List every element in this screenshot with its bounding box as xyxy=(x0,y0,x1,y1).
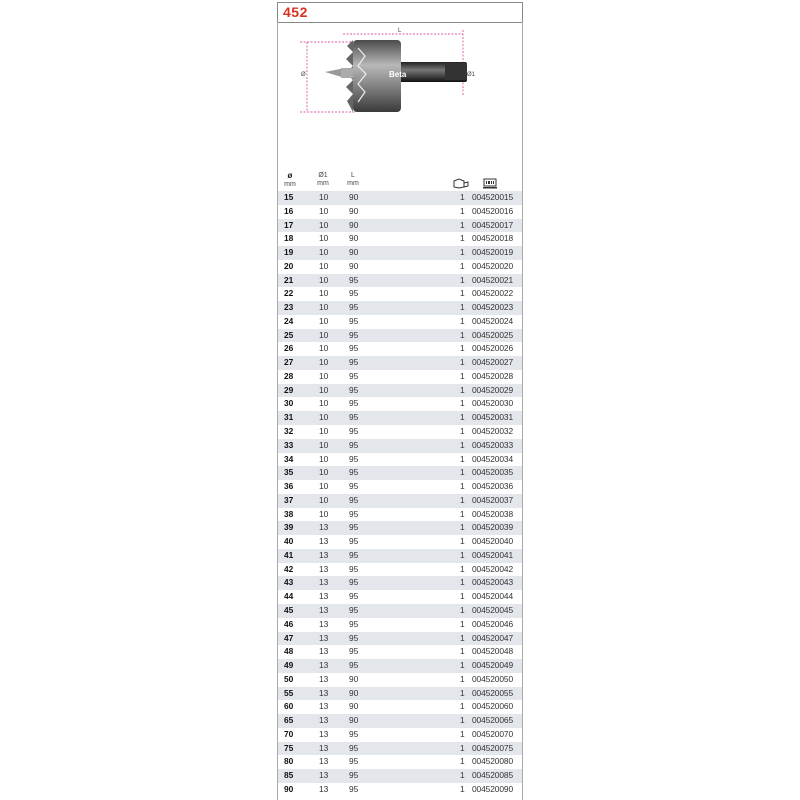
length-cell: 95 xyxy=(349,563,359,574)
qty-cell: 1 xyxy=(460,219,465,230)
shank-cell: 10 xyxy=(319,274,329,285)
length-cell: 95 xyxy=(349,302,359,313)
length-cell: 95 xyxy=(349,398,359,409)
length-cell: 95 xyxy=(349,288,359,299)
length-cell: 95 xyxy=(349,522,359,533)
article-code-cell: 004520018 xyxy=(472,233,514,244)
shank-cell: 10 xyxy=(319,384,329,395)
length-cell: 95 xyxy=(349,577,359,588)
article-code-cell: 004520042 xyxy=(472,563,514,574)
table-row xyxy=(278,411,522,425)
qty-cell: 1 xyxy=(460,660,465,671)
header-box xyxy=(277,2,523,23)
qty-cell: 1 xyxy=(460,288,465,299)
qty-cell: 1 xyxy=(460,494,465,505)
length-cell: 95 xyxy=(349,439,359,450)
table-row xyxy=(278,232,522,246)
shank-cell: 13 xyxy=(319,522,329,533)
length-cell: 90 xyxy=(349,673,359,684)
qty-cell: 1 xyxy=(460,329,465,340)
length-cell: 95 xyxy=(349,329,359,340)
diameter-cell: 29 xyxy=(284,384,294,395)
diameter-cell: 17 xyxy=(284,219,294,230)
table-row xyxy=(278,673,522,687)
diameter-cell: 36 xyxy=(284,481,294,492)
length-cell: 95 xyxy=(349,274,359,285)
shank-cell: 13 xyxy=(319,591,329,602)
length-cell: 95 xyxy=(349,426,359,437)
diameter-cell: 31 xyxy=(284,412,294,423)
qty-cell: 1 xyxy=(460,233,465,244)
length-cell: 95 xyxy=(349,591,359,602)
article-code-cell: 004520040 xyxy=(472,536,514,547)
diameter-cell: 35 xyxy=(284,467,294,478)
shank-cell: 13 xyxy=(319,660,329,671)
length-cell: 95 xyxy=(349,632,359,643)
article-code-cell: 004520016 xyxy=(472,205,514,216)
qty-cell: 1 xyxy=(460,536,465,547)
barcode-icon xyxy=(483,178,497,189)
shank-cell: 13 xyxy=(319,673,329,684)
qty-cell: 1 xyxy=(460,192,465,202)
qty-cell: 1 xyxy=(460,522,465,533)
diameter-cell: 80 xyxy=(284,756,294,767)
qty-cell: 1 xyxy=(460,563,465,574)
shank-cell: 13 xyxy=(319,563,329,574)
table-row xyxy=(278,687,522,701)
table-row xyxy=(278,714,522,728)
shank-cell: 13 xyxy=(319,701,329,712)
table-row xyxy=(278,700,522,714)
article-code-cell: 004520024 xyxy=(472,315,514,326)
article-code-cell: 004520031 xyxy=(472,412,514,423)
article-code-cell: 004520070 xyxy=(472,728,514,739)
table-row xyxy=(278,301,522,315)
length-cell: 95 xyxy=(349,728,359,739)
diameter-cell: 15 xyxy=(284,192,294,202)
table-row xyxy=(278,728,522,742)
qty-cell: 1 xyxy=(460,618,465,629)
article-code-cell: 004520023 xyxy=(472,302,514,313)
length-cell: 95 xyxy=(349,357,359,368)
diameter-cell: 49 xyxy=(284,660,294,671)
table-row xyxy=(278,508,522,522)
article-code-cell: 004520043 xyxy=(472,577,514,588)
table-row xyxy=(278,370,522,384)
hole-saw-illustration xyxy=(295,26,495,122)
qty-cell: 1 xyxy=(460,591,465,602)
diameter-cell: 85 xyxy=(284,770,294,781)
shank-cell: 10 xyxy=(319,247,329,258)
diameter-cell: 28 xyxy=(284,370,294,381)
table-row xyxy=(278,205,522,219)
col-length: L mm xyxy=(347,172,359,187)
table-row xyxy=(278,632,522,646)
shank-cell: 13 xyxy=(319,549,329,560)
length-cell: 95 xyxy=(349,536,359,547)
diameter-cell: 48 xyxy=(284,646,294,657)
diameter-cell: 24 xyxy=(284,315,294,326)
length-cell: 95 xyxy=(349,494,359,505)
shank-cell: 10 xyxy=(319,508,329,519)
diameter-cell: 34 xyxy=(284,453,294,464)
diameter-cell: 42 xyxy=(284,563,294,574)
dim-shank-label: Ø1 xyxy=(467,72,476,78)
shank-cell: 13 xyxy=(319,756,329,767)
length-cell: 95 xyxy=(349,660,359,671)
article-code-cell: 004520090 xyxy=(472,783,514,794)
qty-cell: 1 xyxy=(460,673,465,684)
shank-cell: 10 xyxy=(319,412,329,423)
diameter-cell: 23 xyxy=(284,302,294,313)
table-row xyxy=(278,274,522,288)
length-cell: 90 xyxy=(349,205,359,216)
article-code-cell: 004520050 xyxy=(472,673,514,684)
table-row xyxy=(278,329,522,343)
table-row xyxy=(278,549,522,563)
length-cell: 95 xyxy=(349,315,359,326)
article-code-cell: 004520036 xyxy=(472,481,514,492)
article-code-cell: 004520039 xyxy=(472,522,514,533)
diameter-cell: 60 xyxy=(284,701,294,712)
shank-cell: 10 xyxy=(319,315,329,326)
table-row xyxy=(278,287,522,301)
shank-cell: 13 xyxy=(319,715,329,726)
table-row xyxy=(278,742,522,756)
article-code-cell: 004520020 xyxy=(472,260,514,271)
article-code-cell: 004520033 xyxy=(472,439,514,450)
article-code-cell: 004520044 xyxy=(472,591,514,602)
length-cell: 90 xyxy=(349,260,359,271)
table-row xyxy=(278,521,522,535)
length-cell: 90 xyxy=(349,233,359,244)
table-row xyxy=(278,191,522,205)
qty-cell: 1 xyxy=(460,205,465,216)
table-row xyxy=(278,494,522,508)
length-cell: 95 xyxy=(349,508,359,519)
shank-cell: 13 xyxy=(319,632,329,643)
table-row xyxy=(278,315,522,329)
diameter-cell: 38 xyxy=(284,508,294,519)
shank-cell: 10 xyxy=(319,343,329,354)
table-row xyxy=(278,535,522,549)
brand-logo: Beta xyxy=(389,70,407,79)
length-cell: 95 xyxy=(349,467,359,478)
shank-cell: 10 xyxy=(319,288,329,299)
shank-cell: 10 xyxy=(319,439,329,450)
qty-cell: 1 xyxy=(460,549,465,560)
diameter-cell: 39 xyxy=(284,522,294,533)
length-cell: 95 xyxy=(349,770,359,781)
qty-cell: 1 xyxy=(460,247,465,258)
article-code-cell: 004520047 xyxy=(472,632,514,643)
shank-cell: 10 xyxy=(319,494,329,505)
length-cell: 90 xyxy=(349,701,359,712)
qty-cell: 1 xyxy=(460,687,465,698)
table-row xyxy=(278,576,522,590)
length-cell: 95 xyxy=(349,549,359,560)
table-row xyxy=(278,453,522,467)
shank-cell: 13 xyxy=(319,728,329,739)
qty-cell: 1 xyxy=(460,302,465,313)
table-row xyxy=(278,590,522,604)
qty-cell: 1 xyxy=(460,467,465,478)
article-code-cell: 004520029 xyxy=(472,384,514,395)
diameter-cell: 26 xyxy=(284,343,294,354)
article-code-cell: 004520041 xyxy=(472,549,514,560)
length-cell: 90 xyxy=(349,247,359,258)
length-cell: 95 xyxy=(349,370,359,381)
product-code: 452 xyxy=(283,4,308,20)
diameter-cell: 37 xyxy=(284,494,294,505)
length-cell: 95 xyxy=(349,384,359,395)
article-code-cell: 004520060 xyxy=(472,701,514,712)
qty-cell: 1 xyxy=(460,756,465,767)
diameter-cell: 50 xyxy=(284,673,294,684)
length-cell: 90 xyxy=(349,687,359,698)
article-code-cell: 004520065 xyxy=(472,715,514,726)
article-code-cell: 004520026 xyxy=(472,343,514,354)
qty-cell: 1 xyxy=(460,384,465,395)
article-code-cell: 004520035 xyxy=(472,467,514,478)
length-cell: 95 xyxy=(349,742,359,753)
qty-cell: 1 xyxy=(460,260,465,271)
shank-cell: 10 xyxy=(319,192,329,202)
length-cell: 95 xyxy=(349,343,359,354)
shank-cell: 10 xyxy=(319,426,329,437)
table-row xyxy=(278,219,522,233)
shank-cell: 13 xyxy=(319,770,329,781)
table-row xyxy=(278,356,522,370)
package-qty-icon xyxy=(453,178,469,189)
qty-cell: 1 xyxy=(460,783,465,794)
qty-cell: 1 xyxy=(460,715,465,726)
diameter-cell: 20 xyxy=(284,260,294,271)
table-row xyxy=(278,659,522,673)
right-border xyxy=(522,22,523,800)
article-code-cell: 004520030 xyxy=(472,398,514,409)
qty-cell: 1 xyxy=(460,742,465,753)
table-row xyxy=(278,755,522,769)
shank-cell: 13 xyxy=(319,646,329,657)
length-cell: 95 xyxy=(349,604,359,615)
length-cell: 95 xyxy=(349,756,359,767)
shank-cell: 13 xyxy=(319,783,329,794)
table-row xyxy=(278,425,522,439)
shank-cell: 10 xyxy=(319,219,329,230)
col-diameter: ø mm xyxy=(284,171,296,188)
diameter-cell: 65 xyxy=(284,715,294,726)
length-cell: 90 xyxy=(349,192,359,202)
qty-cell: 1 xyxy=(460,770,465,781)
table-row xyxy=(278,645,522,659)
diameter-cell: 27 xyxy=(284,357,294,368)
article-code-cell: 004520015 xyxy=(472,192,514,202)
diameter-cell: 43 xyxy=(284,577,294,588)
table-row xyxy=(278,466,522,480)
qty-cell: 1 xyxy=(460,728,465,739)
diameter-cell: 30 xyxy=(284,398,294,409)
shank-cell: 13 xyxy=(319,687,329,698)
qty-cell: 1 xyxy=(460,508,465,519)
shank-cell: 13 xyxy=(319,604,329,615)
article-code-cell: 004520046 xyxy=(472,618,514,629)
article-code-cell: 004520085 xyxy=(472,770,514,781)
table-row xyxy=(278,769,522,783)
article-code-cell: 004520048 xyxy=(472,646,514,657)
diameter-cell: 46 xyxy=(284,618,294,629)
shank-cell: 10 xyxy=(319,453,329,464)
length-cell: 95 xyxy=(349,618,359,629)
catalog-sheet xyxy=(277,0,523,800)
shank-cell: 13 xyxy=(319,577,329,588)
qty-cell: 1 xyxy=(460,701,465,712)
article-code-cell: 004520027 xyxy=(472,357,514,368)
shank-cell: 13 xyxy=(319,536,329,547)
diameter-cell: 41 xyxy=(284,549,294,560)
article-code-cell: 004520034 xyxy=(472,453,514,464)
shank-cell: 10 xyxy=(319,370,329,381)
article-code-cell: 004520038 xyxy=(472,508,514,519)
col-shank: Ø1 mm xyxy=(317,172,329,187)
qty-cell: 1 xyxy=(460,632,465,643)
shank-cell: 10 xyxy=(319,467,329,478)
table-row xyxy=(278,604,522,618)
qty-cell: 1 xyxy=(460,481,465,492)
table-row xyxy=(278,342,522,356)
table-row xyxy=(278,618,522,632)
article-code-cell: 004520037 xyxy=(472,494,514,505)
table-row xyxy=(278,783,522,797)
shank-cell: 10 xyxy=(319,329,329,340)
shank-cell: 10 xyxy=(319,481,329,492)
diameter-cell: 55 xyxy=(284,687,294,698)
shank-cell: 13 xyxy=(319,618,329,629)
length-cell: 95 xyxy=(349,412,359,423)
length-cell: 95 xyxy=(349,481,359,492)
shank-cell: 10 xyxy=(319,205,329,216)
table-row xyxy=(278,246,522,260)
diameter-cell: 32 xyxy=(284,426,294,437)
diameter-cell: 25 xyxy=(284,329,294,340)
length-cell: 95 xyxy=(349,646,359,657)
diameter-cell: 40 xyxy=(284,536,294,547)
article-code-cell: 004520049 xyxy=(472,660,514,671)
article-code-cell: 004520032 xyxy=(472,426,514,437)
diameter-cell: 33 xyxy=(284,439,294,450)
shank-cell: 10 xyxy=(319,357,329,368)
article-code-cell: 004520055 xyxy=(472,687,514,698)
qty-cell: 1 xyxy=(460,604,465,615)
dim-length-label: L xyxy=(398,28,402,34)
qty-cell: 1 xyxy=(460,398,465,409)
diameter-cell: 45 xyxy=(284,604,294,615)
dim-diameter-label: Ø xyxy=(301,72,306,78)
diameter-cell: 44 xyxy=(284,591,294,602)
diameter-cell: 47 xyxy=(284,632,294,643)
qty-cell: 1 xyxy=(460,453,465,464)
article-code-cell: 004520045 xyxy=(472,604,514,615)
qty-cell: 1 xyxy=(460,577,465,588)
product-table xyxy=(278,191,522,797)
qty-cell: 1 xyxy=(460,343,465,354)
qty-cell: 1 xyxy=(460,370,465,381)
qty-cell: 1 xyxy=(460,274,465,285)
diameter-cell: 90 xyxy=(284,783,294,794)
length-cell: 90 xyxy=(349,715,359,726)
table-row xyxy=(278,397,522,411)
qty-cell: 1 xyxy=(460,426,465,437)
qty-cell: 1 xyxy=(460,315,465,326)
length-cell: 90 xyxy=(349,219,359,230)
diameter-cell: 16 xyxy=(284,205,294,216)
length-cell: 95 xyxy=(349,453,359,464)
diameter-cell: 18 xyxy=(284,233,294,244)
article-code-cell: 004520075 xyxy=(472,742,514,753)
diameter-cell: 22 xyxy=(284,288,294,299)
article-code-cell: 004520017 xyxy=(472,219,514,230)
table-row xyxy=(278,439,522,453)
table-row xyxy=(278,563,522,577)
shank-cell: 13 xyxy=(319,742,329,753)
article-code-cell: 004520025 xyxy=(472,329,514,340)
qty-cell: 1 xyxy=(460,357,465,368)
shank-cell: 10 xyxy=(319,398,329,409)
shank-cell: 10 xyxy=(319,233,329,244)
article-code-cell: 004520019 xyxy=(472,247,514,258)
diameter-cell: 70 xyxy=(284,728,294,739)
article-code-cell: 004520021 xyxy=(472,274,514,285)
qty-cell: 1 xyxy=(460,646,465,657)
diameter-cell: 75 xyxy=(284,742,294,753)
article-code-cell: 004520022 xyxy=(472,288,514,299)
length-cell: 95 xyxy=(349,783,359,794)
article-code-cell: 004520028 xyxy=(472,370,514,381)
table-row xyxy=(278,260,522,274)
diameter-cell: 21 xyxy=(284,274,294,285)
shank-cell: 10 xyxy=(319,260,329,271)
qty-cell: 1 xyxy=(460,412,465,423)
table-row xyxy=(278,384,522,398)
diameter-cell: 19 xyxy=(284,247,294,258)
table-row xyxy=(278,480,522,494)
shank-cell: 10 xyxy=(319,302,329,313)
qty-cell: 1 xyxy=(460,439,465,450)
article-code-cell: 004520080 xyxy=(472,756,514,767)
